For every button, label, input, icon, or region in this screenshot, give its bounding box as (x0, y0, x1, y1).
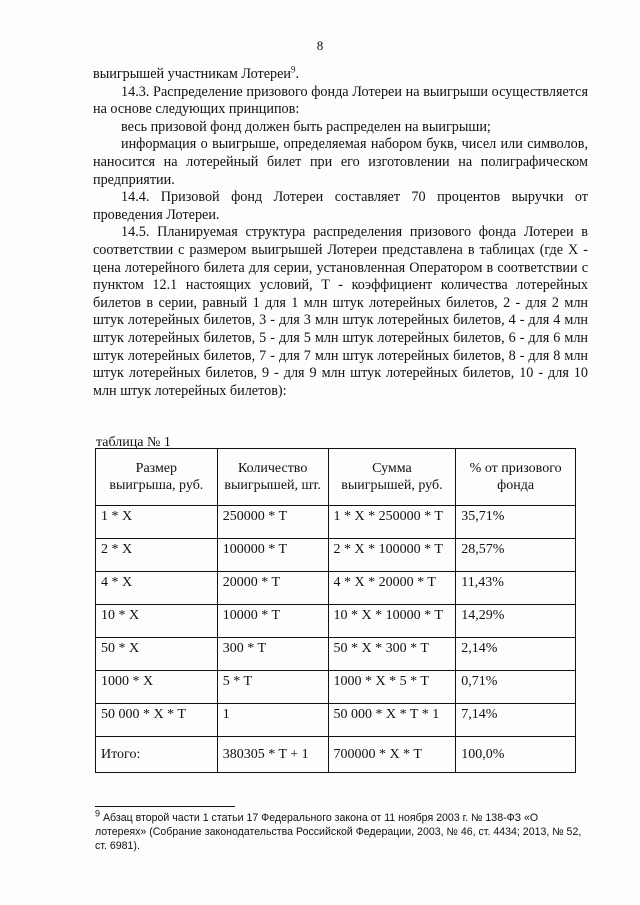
cell-prize-sum: 4 * X * 20000 * T (328, 572, 456, 605)
footnote-text: Абзац второй части 1 статьи 17 Федерального закона от 11 ноября 2003 г. № 138-ФЗ «О лотереях» (Собрание законодательства Российской Федерации, 2003, № 46, ст. 4434; 2013, № 52, ст. 6981). (95, 812, 582, 852)
cell-total-count: 380305 * T + 1 (217, 737, 328, 773)
cell-total-percent: 100,0% (456, 737, 576, 773)
table-caption: таблица № 1 (96, 435, 171, 450)
cell-prize-percent: 11,43% (456, 572, 576, 605)
table-total-row (96, 737, 576, 773)
cell-prize-size: 2 * X (96, 539, 218, 572)
footnote-divider (95, 806, 235, 807)
cell-prize-sum: 1 * X * 250000 * T (328, 506, 456, 539)
table-row (96, 539, 576, 572)
cell-total-label: Итого: (96, 737, 218, 773)
cell-prize-percent: 14,29% (456, 605, 576, 638)
paragraph-principle-2: информация о выигрыше, определяемая набором букв, чисел или символов, наносится на лотерейный билет при его изготовлении на полиграфическом предприятии. (93, 136, 588, 188)
cell-prize-count: 100000 * T (217, 539, 328, 572)
table-header-row (96, 449, 576, 506)
cell-prize-count: 250000 * T (217, 506, 328, 539)
cell-prize-count: 10000 * T (217, 605, 328, 638)
cell-prize-count: 1 (217, 704, 328, 737)
table-row (96, 671, 576, 704)
table-row (96, 572, 576, 605)
body-text (93, 66, 588, 400)
page-number: 8 (316, 38, 324, 53)
paragraph-14-4: 14.4. Призовой фонд Лотереи составляет 70 процентов выручки от проведения Лотереи. (93, 189, 588, 223)
cell-prize-percent: 7,14% (456, 704, 576, 737)
cell-prize-percent: 2,14% (456, 638, 576, 671)
footnote (95, 808, 585, 853)
table-row (96, 605, 576, 638)
paragraph-14-5: 14.5. Планируемая структура распределения призового фонда Лотереи в соответствии с размером выигрышей Лотереи представлена в таблицах (где X - цена лотерейного билета для серии, установленная Оператором в соответствии с пунктом 12.1 настоящих условий, T - коэффициент количества лотерейных билетов в серии, равный 1 для 1 млн штук лотерейных билетов, 2 - для 2 млн штук лотерейных билетов, 3 - для 3 млн штук лотерейных билетов, 4 - для 4 млн штук лотерейных билетов, 5 - для 5 млн штук лотерейных билетов, 6 - для 6 млн штук лотерейных билетов, 7 - для 7 млн штук лотерейных билетов, 8 - для 8 млн штук лотерейных билетов, 9 - для 9 млн штук лотерейных билетов, 10 - для 10 млн штук лотерейных билетов): (93, 224, 588, 399)
cell-total-sum: 700000 * X * T (328, 737, 456, 773)
header-prize-sum: Сумма выигрышей, руб. (328, 449, 456, 506)
cell-prize-count: 300 * T (217, 638, 328, 671)
cell-prize-size: 50 000 * X * T (96, 704, 218, 737)
paragraph-principle-1: весь призовой фонд должен быть распределен на выигрыши; (121, 118, 491, 135)
cell-prize-size: 1000 * X (96, 671, 218, 704)
cell-prize-sum: 2 * X * 100000 * T (328, 539, 456, 572)
cell-prize-sum: 50 000 * X * T * 1 (328, 704, 456, 737)
cell-prize-percent: 28,57% (456, 539, 576, 572)
table-row (96, 506, 576, 539)
cell-prize-sum: 50 * X * 300 * T (328, 638, 456, 671)
paragraph-0-text: выигрышей участникам Лотереи (93, 66, 291, 82)
header-prize-size: Размер выигрыша, руб. (96, 449, 218, 506)
paragraph-14-3: 14.3. Распределение призового фонда Лотереи на выигрыши осуществляется на основе следующих принципов: (93, 83, 588, 118)
cell-prize-percent: 35,71% (456, 506, 576, 539)
cell-prize-size: 50 * X (96, 638, 218, 671)
cell-prize-size: 1 * X (96, 506, 218, 539)
table-row (96, 638, 576, 671)
header-prize-count: Количество выигрышей, шт. (217, 449, 328, 506)
cell-prize-size: 4 * X (96, 572, 218, 605)
cell-prize-sum: 10 * X * 10000 * T (328, 605, 456, 638)
footnote-mark: 9 (95, 808, 101, 819)
paragraph-0-tail: . (295, 66, 300, 82)
cell-prize-count: 5 * T (217, 671, 328, 704)
paragraph-continuation (93, 66, 588, 84)
cell-prize-count: 20000 * T (217, 572, 328, 605)
header-prize-percent: % от призового фонда (456, 449, 576, 506)
footnote-ref: 9 (291, 64, 296, 75)
cell-prize-size: 10 * X (96, 605, 218, 638)
table-row (96, 704, 576, 737)
cell-prize-sum: 1000 * X * 5 * T (328, 671, 456, 704)
prize-table (95, 448, 576, 773)
cell-prize-percent: 0,71% (456, 671, 576, 704)
